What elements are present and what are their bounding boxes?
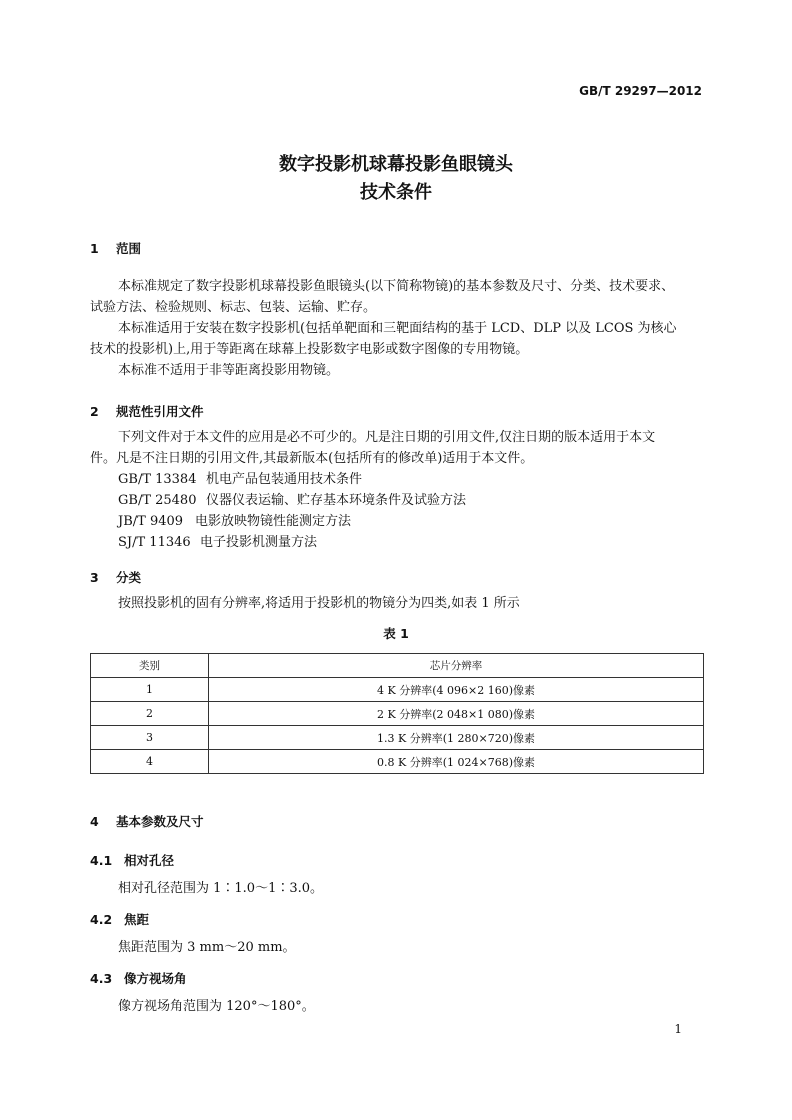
subsection-4-1-heading bbox=[90, 851, 174, 869]
table-header-cell: 芯片分辨率 bbox=[209, 654, 704, 678]
document-title: 数字投影机球幕投影鱼眼镜头 bbox=[279, 154, 513, 175]
reference-title: 机电产品包装通用技术条件 bbox=[206, 472, 363, 487]
table-row bbox=[91, 702, 704, 726]
section-1-para-2-line-1: 本标准适用于安装在数字投影机(包括单靶面和三靶面结构的基于 LCD、DLP 以及 LCOS 为核心 bbox=[118, 321, 677, 336]
subsection-4-1-text: 相对孔径范围为 1∶1.0～1∶3.0。 bbox=[118, 881, 324, 896]
subsection-title: 像方视场角 bbox=[124, 971, 187, 986]
reference-code: GB/T 13384 bbox=[118, 472, 197, 487]
reference-code: GB/T 25480 bbox=[118, 493, 197, 508]
reference-item bbox=[118, 490, 466, 511]
section-2-para-line-2: 件。凡是不注日期的引用文件,其最新版本(包括所有的修改单)适用于本文件。 bbox=[90, 451, 534, 466]
page-number: 1 bbox=[674, 1022, 682, 1036]
subsection-4-2-text: 焦距范围为 3 mm～20 mm。 bbox=[118, 940, 296, 955]
table-header-cell: 类别 bbox=[91, 654, 209, 678]
section-3-heading bbox=[90, 568, 141, 586]
subsection-number: 4.2 bbox=[90, 912, 113, 927]
section-1-para-1-line-1: 本标准规定了数字投影机球幕投影鱼眼镜头(以下简称物镜)的基本参数及尺寸、分类、技术要求、 bbox=[118, 279, 675, 294]
table-cell: 4 K 分辨率(4 096×2 160)像素 bbox=[209, 678, 704, 702]
section-3-para: 按照投影机的固有分辨率,将适用于投影机的物镜分为四类,如表 1 所示 bbox=[118, 596, 520, 611]
section-number: 1 bbox=[90, 241, 99, 256]
reference-code: SJ/T 11346 bbox=[118, 535, 191, 550]
subsection-title: 焦距 bbox=[124, 912, 150, 927]
reference-item bbox=[118, 532, 317, 553]
table-row bbox=[91, 726, 704, 750]
section-title: 范围 bbox=[116, 241, 142, 256]
section-2-heading bbox=[90, 402, 204, 420]
subsection-number: 4.1 bbox=[90, 853, 113, 868]
section-2-para-line-1: 下列文件对于本文件的应用是必不可少的。凡是注日期的引用文件,仅注日期的版本适用于本文 bbox=[118, 430, 656, 445]
section-title: 规范性引用文件 bbox=[116, 404, 204, 419]
reference-item bbox=[118, 511, 351, 532]
subsection-title: 相对孔径 bbox=[124, 853, 175, 868]
subsection-4-3-text: 像方视场角范围为 120°～180°。 bbox=[118, 999, 315, 1014]
reference-item bbox=[118, 469, 362, 490]
table-cell: 2 K 分辨率(2 048×1 080)像素 bbox=[209, 702, 704, 726]
standard-number: GB/T 29297—2012 bbox=[579, 84, 702, 98]
section-1-para-1-line-2: 试验方法、检验规则、标志、包装、运输、贮存。 bbox=[90, 300, 377, 315]
table-cell: 4 bbox=[91, 750, 209, 774]
table-cell: 1 bbox=[91, 678, 209, 702]
section-4-heading bbox=[90, 812, 204, 830]
table-row bbox=[91, 750, 704, 774]
section-number: 2 bbox=[90, 404, 99, 419]
reference-title: 仪器仪表运输、贮存基本环境条件及试验方法 bbox=[206, 493, 467, 508]
section-1-heading bbox=[90, 239, 141, 257]
table-header-row bbox=[91, 654, 704, 678]
section-number: 3 bbox=[90, 570, 99, 585]
table-cell: 2 bbox=[91, 702, 209, 726]
table-cell: 3 bbox=[91, 726, 209, 750]
subsection-4-2-heading bbox=[90, 910, 149, 928]
section-1-para-2-line-2: 技术的投影机)上,用于等距离在球幕上投影数字电影或数字图像的专用物镜。 bbox=[90, 342, 529, 357]
table-row bbox=[91, 678, 704, 702]
reference-title: 电影放映物镜性能测定方法 bbox=[195, 514, 352, 529]
section-1-para-3: 本标准不适用于非等距离投影用物镜。 bbox=[118, 363, 340, 378]
table-cell: 1.3 K 分辨率(1 280×720)像素 bbox=[209, 726, 704, 750]
subsection-4-3-heading bbox=[90, 969, 187, 987]
section-title: 基本参数及尺寸 bbox=[116, 814, 204, 829]
reference-title: 电子投影机测量方法 bbox=[200, 535, 318, 550]
resolution-table bbox=[90, 653, 704, 774]
section-number: 4 bbox=[90, 814, 99, 829]
table-caption: 表 1 bbox=[383, 626, 409, 641]
table-cell: 0.8 K 分辨率(1 024×768)像素 bbox=[209, 750, 704, 774]
section-title: 分类 bbox=[116, 570, 142, 585]
subsection-number: 4.3 bbox=[90, 971, 113, 986]
reference-code: JB/T 9409 bbox=[118, 514, 184, 529]
document-subtitle: 技术条件 bbox=[360, 182, 432, 203]
